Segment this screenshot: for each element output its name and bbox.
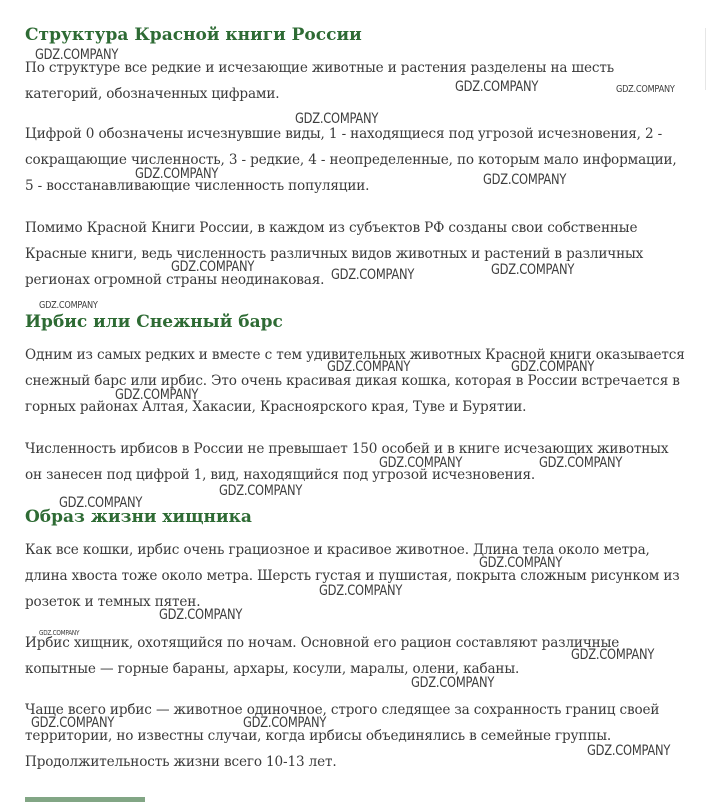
watermark: GDZ.COMPANY [171,259,255,275]
section-title: Образ жизни хищника [25,507,252,527]
watermark: GDZ.COMPANY [511,359,595,375]
watermark: GDZ.COMPANY [479,555,563,571]
watermark: GDZ.COMPANY [539,455,623,471]
watermark: GDZ.COMPANY [455,79,539,95]
next-section-title-cut [25,790,145,802]
watermark: GDZ.COMPANY [327,359,411,375]
paragraph: По структуре все редкие и исчезающие животные и растения разделены на шесть категорий, обозначенных цифрами. [25,60,614,102]
watermark: GDZ.COMPANY [616,84,675,95]
watermark: GDZ.COMPANY [295,111,379,127]
watermark: GDZ.COMPANY [59,495,143,511]
watermark: GDZ.COMPANY [35,47,119,63]
watermark: GDZ.COMPANY [115,387,199,403]
section-title: Ирбис или Снежный барс [25,312,283,332]
section-title: Структура Красной книги России [25,25,362,45]
watermark: GDZ.COMPANY [491,262,575,278]
watermark: GDZ.COMPANY [319,583,403,599]
sidebar-edge [705,28,714,90]
watermark: GDZ.COMPANY [39,629,80,637]
watermark: GDZ.COMPANY [483,172,567,188]
watermark: GDZ.COMPANY [587,743,671,759]
watermark: GDZ.COMPANY [571,647,655,663]
paragraph: Помимо Красной Книги России, в каждом из субъектов РФ созданы свои собственные Красные книги, ведь численность различных видов животных и растений в различных регионах огромной страны неодинаковая. [25,220,644,288]
watermark: GDZ.COMPANY [331,267,415,283]
watermark: GDZ.COMPANY [135,166,219,182]
paragraph: Одним из самых редких и вместе с тем удивительных животных Красной книги оказывается снежный барс или ирбис. Это очень красивая дикая кошка, которая в России встречается в горных районах Алтая, Хакасии, Красноярского края, Туве и Бурятии. [25,347,685,415]
watermark: GDZ.COMPANY [159,607,243,623]
watermark: GDZ.COMPANY [411,675,495,691]
paragraph: Ирбис хищник, охотящийся по ночам. Основной его рацион составляют различные копытные — горные бараны, архары, косули, маралы, олени, кабаны. [25,635,620,677]
paragraph: Численность ирбисов в России не превышает 150 особей и в книге исчезающих животных он занесен под цифрой 1, вид, находящийся под угрозой исчезновения. [25,441,669,483]
watermark: GDZ.COMPANY [379,455,463,471]
paragraph: Цифрой 0 обозначены исчезнувшие виды, 1 - находящиеся под угрозой исчезновения, 2 - сокращающие численность, 3 - редкие, 4 - неопределенные, по которым мало информации, 5 - восстанавливающие численность популяции. [25,126,677,194]
paragraph: Чаще всего ирбис — животное одиночное, строго следящее за сохранность границ своей территории, но известны случаи, когда ирбисы объединялись в семейные группы. Продолжительность жизни всего 10-13 лет. [25,702,660,770]
watermark: GDZ.COMPANY [39,300,98,311]
watermark: GDZ.COMPANY [219,483,303,499]
watermark: GDZ.COMPANY [243,715,327,731]
watermark: GDZ.COMPANY [31,715,115,731]
paragraph: Как все кошки, ирбис очень грациозное и красивое животное. Длина тела около метра, длина хвоста тоже около метра. Шерсть густая и пушистая, покрыта сложным рисунком из розеток и темных пятен. [25,542,680,610]
